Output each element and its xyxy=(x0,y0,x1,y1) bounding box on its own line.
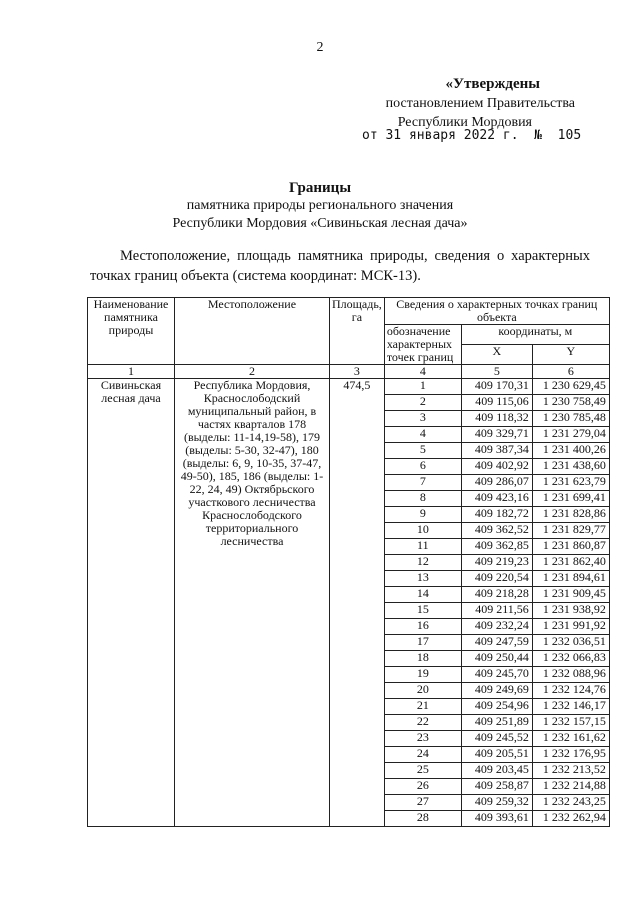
point-designation: 9 xyxy=(384,507,461,523)
approval-line-2: Республики Мордовия xyxy=(397,115,532,130)
coordinate-x: 409 254,96 xyxy=(461,699,532,715)
table-row xyxy=(88,379,610,395)
point-designation: 20 xyxy=(384,683,461,699)
coordinate-x: 409 393,61 xyxy=(461,811,532,827)
coordinate-y: 1 230 629,45 xyxy=(532,379,609,395)
coordinate-x: 409 387,34 xyxy=(461,443,532,459)
intro-paragraph: Местоположение, площадь памятника природы, сведения о характерных точках границ объекта (система координат: МСК-13). xyxy=(90,248,590,284)
coordinate-x: 409 251,89 xyxy=(461,715,532,731)
point-designation: 21 xyxy=(384,699,461,715)
coordinate-x: 409 259,32 xyxy=(461,795,532,811)
object-name: Сивиньская лесная дача xyxy=(88,379,175,827)
header-x: X xyxy=(461,345,532,365)
point-designation: 19 xyxy=(384,667,461,683)
point-designation: 11 xyxy=(384,539,461,555)
header-point-designation: обозначение характерных точек границ xyxy=(384,325,461,365)
boundary-table xyxy=(87,297,610,827)
coordinate-x: 409 232,24 xyxy=(461,619,532,635)
point-designation: 3 xyxy=(384,411,461,427)
coordinate-y: 1 232 124,76 xyxy=(532,683,609,699)
coordinate-y: 1 231 623,79 xyxy=(532,475,609,491)
point-designation: 28 xyxy=(384,811,461,827)
coordinate-y: 1 232 262,94 xyxy=(532,811,609,827)
coordinate-y: 1 231 938,92 xyxy=(532,603,609,619)
coordinate-y: 1 232 213,52 xyxy=(532,763,609,779)
header-location: Местоположение xyxy=(175,298,330,365)
point-designation: 14 xyxy=(384,587,461,603)
point-designation: 2 xyxy=(384,395,461,411)
header-points-group: Сведения о характерных точках границ объекта xyxy=(384,298,609,325)
coordinate-y: 1 231 862,40 xyxy=(532,555,609,571)
coordinate-x: 409 362,85 xyxy=(461,539,532,555)
coordinate-y: 1 232 243,25 xyxy=(532,795,609,811)
point-designation: 18 xyxy=(384,651,461,667)
coordinate-y: 1 232 161,62 xyxy=(532,731,609,747)
coordinate-x: 409 250,44 xyxy=(461,651,532,667)
point-designation: 6 xyxy=(384,459,461,475)
col-number-6: 6 xyxy=(532,365,609,379)
point-designation: 24 xyxy=(384,747,461,763)
coordinate-y: 1 232 066,83 xyxy=(532,651,609,667)
point-designation: 7 xyxy=(384,475,461,491)
header-name: Наименование памятника природы xyxy=(88,298,175,365)
coordinate-x: 409 329,71 xyxy=(461,427,532,443)
coordinate-y: 1 231 828,86 xyxy=(532,507,609,523)
coordinate-x: 409 115,06 xyxy=(461,395,532,411)
col-number-4: 4 xyxy=(384,365,461,379)
point-designation: 5 xyxy=(384,443,461,459)
coordinate-x: 409 258,87 xyxy=(461,779,532,795)
point-designation: 26 xyxy=(384,779,461,795)
coordinate-x: 409 362,52 xyxy=(461,523,532,539)
approval-title: «Утверждены xyxy=(445,76,540,92)
col-number-5: 5 xyxy=(461,365,532,379)
coordinate-y: 1 231 829,77 xyxy=(532,523,609,539)
col-number-1: 1 xyxy=(88,365,175,379)
document-title: Границы xyxy=(288,180,352,196)
coordinate-x: 409 170,31 xyxy=(461,379,532,395)
coordinate-x: 409 218,28 xyxy=(461,587,532,603)
point-designation: 4 xyxy=(384,427,461,443)
col-number-2: 2 xyxy=(175,365,330,379)
coordinate-x: 409 205,51 xyxy=(461,747,532,763)
approval-date-line: от 31 января 2022 г. № 105 xyxy=(362,128,582,143)
coordinate-y: 1 230 758,49 xyxy=(532,395,609,411)
point-designation: 10 xyxy=(384,523,461,539)
point-designation: 27 xyxy=(384,795,461,811)
coordinate-x: 409 203,45 xyxy=(461,763,532,779)
document-subtitle-1: памятника природы регионального значения xyxy=(186,198,454,213)
header-y: Y xyxy=(532,345,609,365)
coordinate-y: 1 231 699,41 xyxy=(532,491,609,507)
coordinate-x: 409 249,69 xyxy=(461,683,532,699)
coordinate-x: 409 211,56 xyxy=(461,603,532,619)
object-location: Республика Мордовия, Краснослободский муниципальный район, в частях кварталов 178 (выделы: 11-14,19-58), 179 (выделы: 5-30, 32-47), 180 (выделы: 6, 9, 10-35, 37-47, 49-50), 185, 186 (выделы: 1-22, 24, 49) Октябрьского участкового лесничества Краснослободского территориального лесничества xyxy=(175,379,330,827)
document-subtitle-2: Республики Мордовия «Сивиньская лесная дача» xyxy=(172,216,468,231)
coordinate-x: 409 219,23 xyxy=(461,555,532,571)
coordinate-y: 1 231 279,04 xyxy=(532,427,609,443)
coordinate-x: 409 245,70 xyxy=(461,667,532,683)
point-designation: 8 xyxy=(384,491,461,507)
coordinate-x: 409 182,72 xyxy=(461,507,532,523)
header-area: Площадь, га xyxy=(330,298,385,365)
point-designation: 17 xyxy=(384,635,461,651)
col-number-3: 3 xyxy=(330,365,385,379)
point-designation: 22 xyxy=(384,715,461,731)
coordinate-x: 409 423,16 xyxy=(461,491,532,507)
coordinate-y: 1 232 088,96 xyxy=(532,667,609,683)
coordinate-y: 1 231 909,45 xyxy=(532,587,609,603)
boundary-table-body xyxy=(88,379,610,827)
coordinate-x: 409 402,92 xyxy=(461,459,532,475)
coordinate-y: 1 231 400,26 xyxy=(532,443,609,459)
coordinate-x: 409 247,59 xyxy=(461,635,532,651)
coordinate-x: 409 118,32 xyxy=(461,411,532,427)
coordinate-y: 1 230 785,48 xyxy=(532,411,609,427)
point-designation: 25 xyxy=(384,763,461,779)
point-designation: 1 xyxy=(384,379,461,395)
header-coords: координаты, м xyxy=(461,325,609,345)
point-designation: 16 xyxy=(384,619,461,635)
approval-line-1: постановлением Правительства xyxy=(385,96,575,111)
coordinate-y: 1 231 860,87 xyxy=(532,539,609,555)
coordinate-y: 1 232 036,51 xyxy=(532,635,609,651)
coordinate-y: 1 232 214,88 xyxy=(532,779,609,795)
point-designation: 12 xyxy=(384,555,461,571)
coordinate-x: 409 286,07 xyxy=(461,475,532,491)
coordinate-y: 1 232 146,17 xyxy=(532,699,609,715)
point-designation: 23 xyxy=(384,731,461,747)
page-number: 2 xyxy=(316,40,324,55)
coordinate-x: 409 245,52 xyxy=(461,731,532,747)
coordinate-y: 1 232 176,95 xyxy=(532,747,609,763)
coordinate-y: 1 231 438,60 xyxy=(532,459,609,475)
coordinate-y: 1 231 894,61 xyxy=(532,571,609,587)
coordinate-y: 1 232 157,15 xyxy=(532,715,609,731)
point-designation: 13 xyxy=(384,571,461,587)
coordinate-y: 1 231 991,92 xyxy=(532,619,609,635)
object-area: 474,5 xyxy=(330,379,385,827)
point-designation: 15 xyxy=(384,603,461,619)
coordinate-x: 409 220,54 xyxy=(461,571,532,587)
